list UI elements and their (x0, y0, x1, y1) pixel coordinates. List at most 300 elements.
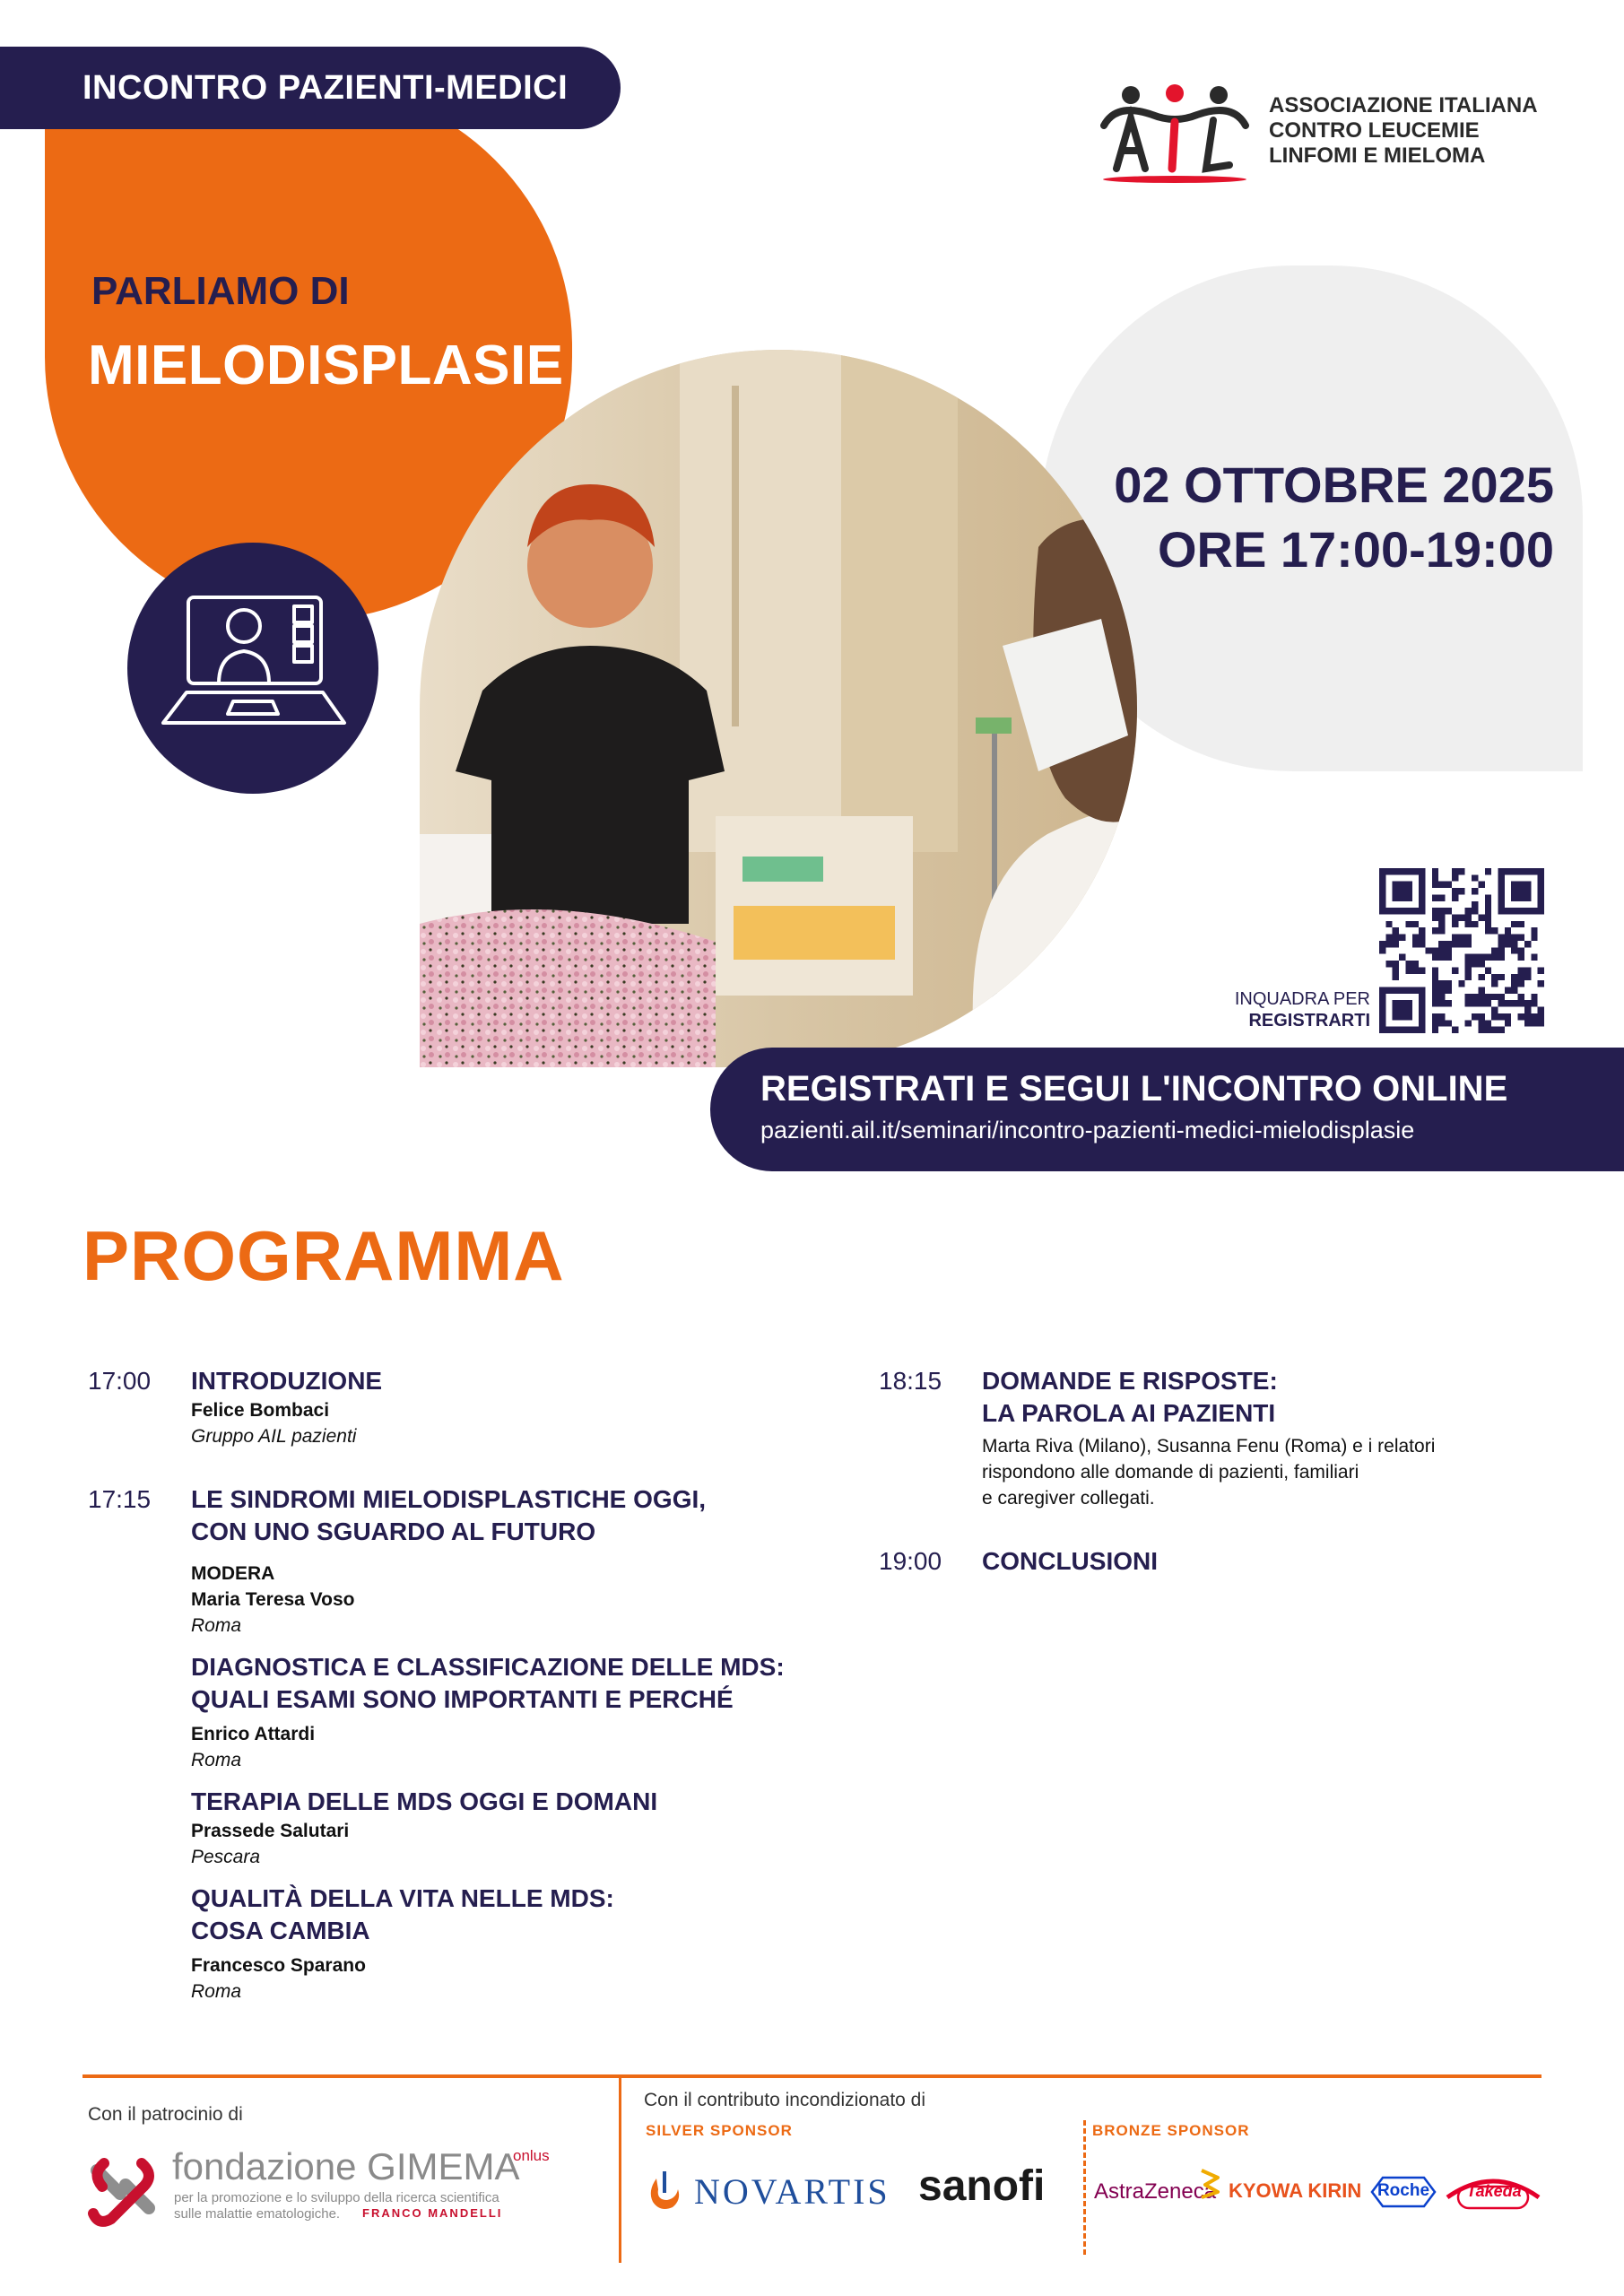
qr-module (1393, 888, 1399, 894)
qr-module (1393, 935, 1399, 941)
gimema-onlus: onlus (513, 2147, 550, 2164)
qr-module (1379, 882, 1385, 888)
qr-module (1518, 954, 1524, 961)
qr-module (1458, 868, 1464, 874)
qr-module (1419, 941, 1425, 947)
qr-module (1379, 1000, 1385, 1006)
qr-module (1478, 961, 1484, 967)
qr-module (1538, 1013, 1544, 1020)
moderator-label: MODERA (191, 1563, 275, 1584)
qr-module (1438, 994, 1445, 1000)
qr-module (1432, 947, 1438, 953)
qr-module (1538, 980, 1544, 987)
organization-name-line: LINFOMI E MIELOMA (1269, 144, 1486, 168)
qr-module (1458, 941, 1464, 947)
qr-module (1385, 935, 1392, 941)
qr-module (1412, 1027, 1419, 1033)
qr-module (1419, 888, 1425, 894)
qr-module (1438, 947, 1445, 953)
qr-module (1432, 987, 1438, 993)
qr-module (1505, 1013, 1511, 1020)
qr-module (1538, 874, 1544, 881)
qr-module (1478, 1000, 1484, 1006)
qr-module (1426, 947, 1432, 953)
registration-title: REGISTRATI E SEGUI L'INCONTRO ONLINE (760, 1069, 1508, 1109)
qr-module (1452, 874, 1458, 881)
qr-module (1478, 915, 1484, 921)
qr-module (1511, 882, 1517, 888)
qr-module (1419, 935, 1425, 941)
qr-module (1438, 915, 1445, 921)
qr-module (1412, 941, 1419, 947)
qr-module (1531, 1020, 1537, 1026)
qr-module (1379, 941, 1385, 947)
moderator-location: Roma (191, 1615, 242, 1636)
qr-module (1432, 908, 1438, 914)
qr-module (1405, 987, 1411, 993)
qr-module (1379, 947, 1385, 953)
qr-code[interactable] (1379, 868, 1544, 1033)
qr-module (1538, 1020, 1544, 1026)
qr-module (1465, 915, 1472, 921)
qr-module (1478, 994, 1484, 1000)
qr-instructions (1227, 988, 1370, 1031)
qr-module (1385, 908, 1392, 914)
qr-module (1452, 941, 1458, 947)
organization-name-line: ASSOCIAZIONE ITALIANA (1269, 93, 1538, 117)
qr-module (1531, 868, 1537, 874)
qr-module (1438, 921, 1445, 927)
registration-url-link[interactable]: pazienti.ail.it/seminari/incontro-pazienti-medici-mielodisplasie (760, 1117, 1415, 1144)
qr-module (1518, 894, 1524, 900)
qr-module (1524, 882, 1531, 888)
qr-module (1531, 935, 1537, 941)
qr-module (1412, 967, 1419, 973)
qr-module (1465, 1020, 1472, 1026)
qr-module (1399, 954, 1405, 961)
qr-module (1419, 882, 1425, 888)
qr-module (1446, 947, 1452, 953)
footer-sponsor-divider (1083, 2120, 1086, 2255)
qr-module (1393, 974, 1399, 980)
qr-module (1518, 980, 1524, 987)
program-time: 17:15 (88, 1485, 152, 1513)
qr-module (1511, 987, 1517, 993)
qr-module (1405, 1013, 1411, 1020)
qr-module (1419, 908, 1425, 914)
qr-module (1511, 868, 1517, 874)
qr-module (1446, 908, 1452, 914)
talk-title: QUALITÀ DELLA VITA NELLE MDS: (191, 1884, 614, 1912)
qr-module (1438, 941, 1445, 947)
qr-module (1405, 921, 1411, 927)
qr-module (1498, 901, 1504, 908)
qr-module (1524, 974, 1531, 980)
qr-module (1538, 888, 1544, 894)
qr-module (1393, 908, 1399, 914)
footer-divider (83, 2074, 1541, 2078)
program-time: 18:15 (879, 1367, 942, 1395)
qr-module (1518, 888, 1524, 894)
qr-module (1485, 1027, 1491, 1033)
qr-module (1393, 868, 1399, 874)
program-title: CON UNO SGUARDO AL FUTURO (191, 1518, 596, 1545)
qr-module (1511, 974, 1517, 980)
qr-module (1465, 941, 1472, 947)
qr-module (1472, 901, 1478, 908)
qr-module (1393, 1013, 1399, 1020)
qr-module (1419, 994, 1425, 1000)
talk-location: Roma (191, 1750, 242, 1770)
qr-module (1485, 1000, 1491, 1006)
qr-module (1438, 927, 1445, 934)
qr-module (1465, 954, 1472, 961)
qr-module (1419, 1013, 1425, 1020)
qr-module (1511, 980, 1517, 987)
qr-module (1498, 868, 1504, 874)
qr-module (1498, 1000, 1504, 1006)
qr-module (1419, 927, 1425, 934)
qr-module (1405, 1007, 1411, 1013)
qr-module (1491, 947, 1498, 953)
event-date: 02 OTTOBRE 2025 (1114, 457, 1554, 513)
qr-module (1465, 908, 1472, 914)
qr-module (1452, 888, 1458, 894)
qr-module (1524, 908, 1531, 914)
patronage-label: Con il patrocinio di (88, 2104, 243, 2125)
qr-module (1432, 994, 1438, 1000)
program-location: Gruppo AIL pazienti (191, 1426, 357, 1447)
qr-module (1399, 1007, 1405, 1013)
qr-module (1419, 874, 1425, 881)
qr-module (1385, 941, 1392, 947)
qr-module (1432, 874, 1438, 881)
qr-module (1524, 894, 1531, 900)
qr-module (1379, 894, 1385, 900)
qr-module (1399, 894, 1405, 900)
novartis-flame-icon (647, 2171, 682, 2213)
qr-module (1399, 888, 1405, 894)
qr-module (1485, 868, 1491, 874)
qr-module (1419, 987, 1425, 993)
talk (191, 1883, 823, 2005)
qr-module (1531, 1013, 1537, 1020)
moderator-name: Maria Teresa Voso (191, 1589, 355, 1610)
qr-module (1393, 927, 1399, 934)
qr-module (1405, 908, 1411, 914)
qr-module (1412, 921, 1419, 927)
qr-module (1498, 888, 1504, 894)
sponsor-roche: Roche (1376, 2181, 1430, 2200)
qr-module (1405, 961, 1411, 967)
qr-module (1438, 1000, 1445, 1006)
qr-module (1446, 987, 1452, 993)
qr-module (1518, 908, 1524, 914)
qr-module (1472, 1000, 1478, 1006)
qr-module (1524, 1013, 1531, 1020)
qr-module (1485, 927, 1491, 934)
qr-module (1465, 1000, 1472, 1006)
qr-module (1419, 894, 1425, 900)
program-title: CONCLUSIONI (982, 1547, 1158, 1575)
qr-module (1538, 901, 1544, 908)
qr-module (1379, 1013, 1385, 1020)
qr-module (1412, 961, 1419, 967)
qr-module (1498, 935, 1504, 941)
qr-module (1438, 894, 1445, 900)
qr-module (1379, 901, 1385, 908)
program-description: e caregiver collegati. (982, 1488, 1155, 1509)
qr-module (1538, 908, 1544, 914)
qr-module (1472, 1013, 1478, 1020)
qr-module (1446, 980, 1452, 987)
talk-title: TERAPIA DELLE MDS OGGI E DOMANI (191, 1787, 658, 1815)
qr-module (1498, 974, 1504, 980)
qr-module (1465, 961, 1472, 967)
qr-module (1385, 1027, 1392, 1033)
qr-module (1518, 1013, 1524, 1020)
qr-module (1478, 882, 1484, 888)
qr-module (1412, 908, 1419, 914)
qr-module (1458, 935, 1464, 941)
qr-module (1478, 974, 1484, 980)
qr-module (1393, 967, 1399, 973)
footer-column-divider (619, 2074, 621, 2263)
qr-module (1399, 882, 1405, 888)
program-title: DOMANDE E RISPOSTE: (982, 1367, 1278, 1395)
qr-module (1491, 974, 1498, 980)
gimema-tagline: sulle malattie ematologiche. (174, 2206, 341, 2222)
qr-module (1538, 1007, 1544, 1013)
programma-heading: PROGRAMMA (83, 1216, 565, 1295)
programma-right-column (879, 1365, 1560, 1578)
qr-module (1432, 894, 1438, 900)
qr-module (1505, 908, 1511, 914)
qr-module (1531, 954, 1537, 961)
qr-module (1465, 994, 1472, 1000)
qr-module (1405, 868, 1411, 874)
qr-module (1505, 987, 1511, 993)
qr-module (1505, 927, 1511, 934)
sponsor-takeda: Takeda (1466, 2182, 1522, 2200)
qr-module (1419, 1000, 1425, 1006)
qr-module (1438, 980, 1445, 987)
title-small: PARLIAMO DI (91, 269, 350, 313)
qr-module (1399, 987, 1405, 993)
qr-module (1505, 941, 1511, 947)
qr-module (1498, 874, 1504, 881)
qr-module (1379, 994, 1385, 1000)
qr-module (1432, 915, 1438, 921)
qr-module (1405, 882, 1411, 888)
patient-doctor-photo (420, 350, 1137, 1067)
gimema-name: fondazione GIMEMA (172, 2145, 520, 2187)
talk (191, 1786, 823, 1870)
qr-module (1438, 908, 1445, 914)
qr-module (1419, 1020, 1425, 1026)
qr-module (1379, 1007, 1385, 1013)
organization-name (1269, 93, 1538, 169)
qr-module (1419, 868, 1425, 874)
qr-module (1485, 921, 1491, 927)
qr-module (1472, 888, 1478, 894)
qr-module (1399, 868, 1405, 874)
qr-module (1505, 868, 1511, 874)
qr-module (1505, 1020, 1511, 1026)
qr-module (1393, 987, 1399, 993)
talk-title: COSA CAMBIA (191, 1917, 370, 1944)
qr-module (1505, 1000, 1511, 1006)
qr-module (1498, 941, 1504, 947)
qr-module (1393, 961, 1399, 967)
qr-module (1478, 954, 1484, 961)
qr-module (1491, 1027, 1498, 1033)
qr-module (1511, 921, 1517, 927)
qr-module (1485, 894, 1491, 900)
organization-name-line: CONTRO LEUCEMIE (1269, 118, 1480, 143)
qr-module (1498, 994, 1504, 1000)
qr-module (1432, 927, 1438, 934)
qr-module (1385, 921, 1392, 927)
bronze-sponsor-label: BRONZE SPONSOR (1092, 2122, 1250, 2139)
qr-module (1472, 921, 1478, 927)
qr-module (1446, 1000, 1452, 1006)
program-title: INTRODUZIONE (191, 1367, 383, 1395)
program-description: Marta Riva (Milano), Susanna Fenu (Roma) e i relatori (982, 1436, 1436, 1457)
qr-module (1485, 901, 1491, 908)
qr-module (1379, 888, 1385, 894)
qr-module (1472, 874, 1478, 881)
qr-module (1511, 947, 1517, 953)
qr-module (1511, 888, 1517, 894)
event-type-label: INCONTRO PAZIENTI-MEDICI (83, 68, 569, 107)
qr-module (1485, 954, 1491, 961)
qr-module (1465, 921, 1472, 927)
qr-module (1511, 1000, 1517, 1006)
talk-speaker: Francesco Sparano (191, 1955, 366, 1976)
qr-module (1524, 967, 1531, 973)
qr-module (1432, 882, 1438, 888)
qr-module (1432, 980, 1438, 987)
qr-module (1446, 1020, 1452, 1026)
qr-module (1465, 974, 1472, 980)
qr-module (1538, 967, 1544, 973)
qr-module (1385, 987, 1392, 993)
qr-module (1379, 868, 1385, 874)
novartis-wordmark: NOVARTIS (694, 2171, 890, 2212)
qr-module (1412, 935, 1419, 941)
program-time: 17:00 (88, 1367, 152, 1395)
gimema-franco-mandelli: FRANCO MANDELLI (362, 2206, 503, 2220)
qr-module (1458, 888, 1464, 894)
qr-module (1393, 894, 1399, 900)
qr-module (1393, 1007, 1399, 1013)
programma-left-column (88, 1365, 823, 2005)
qr-module (1399, 1027, 1405, 1033)
qr-module (1498, 1027, 1504, 1033)
talk-speaker: Enrico Attardi (191, 1724, 316, 1744)
qr-module (1518, 967, 1524, 973)
program-entry (879, 1365, 1560, 1511)
registration-banner[interactable] (710, 1048, 1624, 1171)
qr-module (1452, 967, 1458, 973)
qr-module (1446, 882, 1452, 888)
qr-module (1405, 1000, 1411, 1006)
qr-module (1485, 915, 1491, 921)
qr-module (1393, 1000, 1399, 1006)
gimema-logo-icon (84, 2151, 161, 2228)
qr-module (1524, 1020, 1531, 1026)
qr-label-line2: REGISTRARTI (1248, 1011, 1370, 1031)
qr-module (1485, 1020, 1491, 1026)
qr-module (1524, 941, 1531, 947)
qr-module (1524, 888, 1531, 894)
qr-module (1491, 954, 1498, 961)
talk-title: QUALI ESAMI SONO IMPORTANTI E PERCHÉ (191, 1685, 734, 1713)
qr-module (1472, 994, 1478, 1000)
qr-module (1472, 954, 1478, 961)
qr-module (1531, 994, 1537, 1000)
qr-module (1491, 1007, 1498, 1013)
sponsor-novartis (647, 2170, 890, 2213)
astrazeneca-symbol-icon (1198, 2169, 1221, 2199)
qr-module (1505, 935, 1511, 941)
qr-module (1399, 935, 1405, 941)
qr-module (1419, 967, 1425, 973)
qr-module (1511, 935, 1517, 941)
title-main: MIELODISPLASIE (88, 335, 564, 396)
qr-module (1379, 1020, 1385, 1026)
qr-module (1379, 874, 1385, 881)
qr-module (1438, 1020, 1445, 1026)
qr-module (1412, 987, 1419, 993)
qr-module (1498, 908, 1504, 914)
qr-label-line1: INQUADRA PER (1234, 989, 1370, 1009)
qr-module (1379, 908, 1385, 914)
qr-module (1379, 987, 1385, 993)
qr-module (1538, 868, 1544, 874)
qr-module (1438, 1013, 1445, 1020)
qr-module (1472, 961, 1478, 967)
qr-module (1472, 908, 1478, 914)
qr-module (1393, 1027, 1399, 1033)
qr-module (1412, 868, 1419, 874)
qr-module (1511, 908, 1517, 914)
program-time: 19:00 (879, 1547, 942, 1575)
qr-module (1438, 882, 1445, 888)
qr-module (1524, 1007, 1531, 1013)
qr-module (1452, 921, 1458, 927)
talk-location: Roma (191, 1981, 242, 2002)
qr-module (1399, 908, 1405, 914)
qr-module (1393, 941, 1399, 947)
event-type-banner (0, 47, 621, 129)
qr-module (1478, 1027, 1484, 1033)
program-entry (88, 1483, 823, 2005)
qr-module (1524, 1000, 1531, 1006)
qr-module (1393, 882, 1399, 888)
qr-module (1405, 967, 1411, 973)
program-speaker: Felice Bombaci (191, 1400, 330, 1421)
program-title: LE SINDROMI MIELODISPLASTICHE OGGI, (191, 1485, 707, 1513)
program-description: rispondono alle domande di pazienti, familiari (982, 1462, 1359, 1483)
qr-module (1399, 1013, 1405, 1020)
qr-module (1432, 868, 1438, 874)
program-entry (88, 1365, 823, 1449)
qr-module (1385, 868, 1392, 874)
qr-module (1498, 947, 1504, 953)
qr-module (1491, 994, 1498, 1000)
